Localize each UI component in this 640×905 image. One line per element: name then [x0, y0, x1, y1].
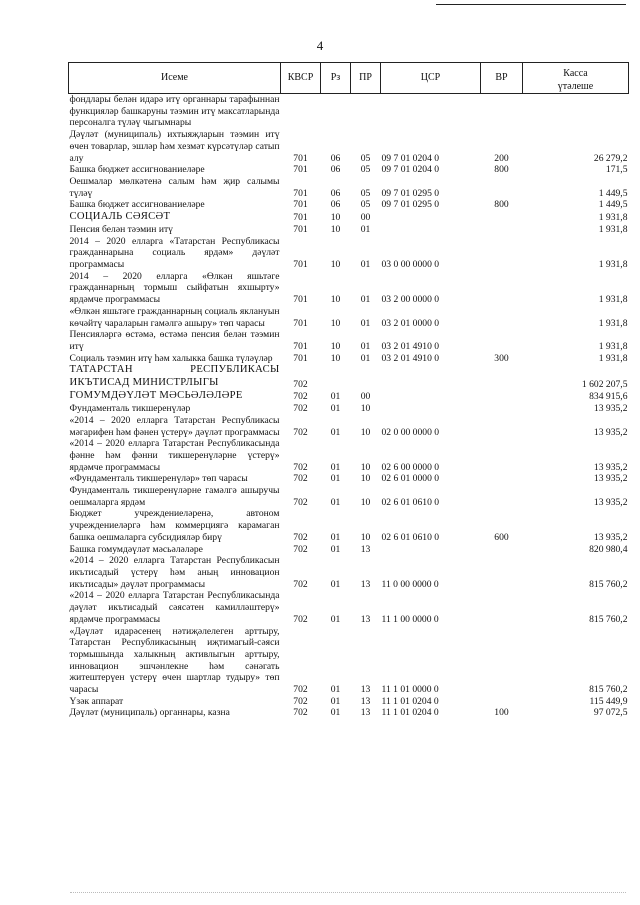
row-vr [481, 364, 523, 390]
row-kvsr: 702 [293, 426, 308, 438]
row-vr [481, 415, 523, 438]
row-name: фондлары белән идарә итү органнары тарафыннан функцияләр башкаруны тәэмин итү максатларында персоналга түләү чыгымнары [69, 94, 280, 129]
row-name: «2014 – 2020 елларга Татарстан Республикасын икътисадый үстерү һәм аның инновацион икътисады» дәүләт программасы [69, 555, 280, 590]
row-rz: 01 [330, 391, 341, 403]
row-rz [321, 94, 351, 130]
row-vr: 800 [494, 199, 509, 211]
row-sum: 13 935,2 [593, 531, 628, 543]
row-kvsr: 701 [293, 187, 308, 199]
table-row [69, 329, 629, 352]
row-vr [481, 544, 523, 556]
table-row [69, 364, 629, 390]
table-row [69, 224, 629, 236]
row-rz [321, 364, 351, 390]
row-csr: 03 2 01 4910 0 [381, 340, 440, 352]
row-csr: 09 7 01 0295 0 [381, 187, 440, 199]
row-pr: 13 [360, 578, 371, 590]
row-rz: 01 [330, 461, 341, 473]
row-sum: 820 980,4 [589, 543, 628, 555]
row-sum: 13 935,2 [593, 461, 628, 473]
row-rz: 06 [330, 187, 341, 199]
row-name: «Дәүләт идарәсенең нәтиҗәлелеген арттыру, Татарстан Республикасының иҗтимагый-сәяси тормышында халыкның активлыгын арттыру, инновацион эшчәнлекне һәм сәнәгать житештерүен үстерү өчен шартлар тудыру» төп чарасы [69, 625, 280, 696]
row-name: Башка бюджет ассигнованиеләре [69, 164, 205, 176]
table-row [69, 415, 629, 438]
row-sum: 1 931,8 [598, 352, 628, 364]
row-name: «2014 – 2020 елларга Татарстан Республикасында дәүләт икътисадый сәясәтен камилләштерү» ярдәмче программасы [69, 590, 280, 625]
row-sum: 13 935,2 [593, 473, 628, 485]
bottom-rule [70, 892, 626, 893]
row-rz: 01 [330, 695, 341, 707]
table-row [69, 544, 629, 556]
row-name: Социаль тәэмин итү һәм халыкка башка түләүләр [69, 352, 273, 364]
row-rz: 01 [330, 613, 341, 625]
row-kvsr: 701 [293, 152, 308, 164]
row-rz: 10 [330, 223, 341, 235]
row-rz: 06 [330, 152, 341, 164]
row-vr: 100 [494, 707, 509, 719]
row-csr: 09 7 01 0204 0 [381, 152, 440, 164]
row-csr: 03 0 00 0000 0 [381, 259, 440, 271]
header-vr: ВР [481, 63, 523, 94]
row-sum [523, 94, 629, 130]
row-sum: 171,5 [605, 164, 628, 176]
row-vr [481, 329, 523, 352]
row-pr: 10 [360, 531, 371, 543]
row-sum: 13 935,2 [593, 496, 628, 508]
row-kvsr [281, 94, 321, 130]
row-kvsr: 702 [293, 461, 308, 473]
header-kassa-line2: үтәлеше [557, 81, 594, 92]
table-row [69, 626, 629, 696]
row-csr: 11 1 01 0000 0 [381, 684, 439, 696]
row-rz: 06 [330, 199, 341, 211]
header-kassa-line1: Касса [563, 68, 588, 79]
row-name: Пенсия белән тәэмин итү [69, 223, 173, 235]
row-csr: 02 6 01 0610 0 [381, 531, 440, 543]
table-row [69, 508, 629, 543]
row-csr [381, 403, 481, 415]
row-name: Башка гомумдәүләт мәсьәләләре [69, 543, 203, 555]
row-rz: 10 [330, 212, 341, 224]
header-pr: ПР [351, 63, 381, 94]
row-rz: 10 [330, 294, 341, 306]
table-row [69, 485, 629, 508]
row-vr [481, 236, 523, 271]
row-name: «Өлкән яшьтәге гражданнарның социаль яклануын көчәйтү чараларын гамәлгә ашыру» төп чарасы [69, 305, 280, 329]
row-kvsr: 702 [293, 403, 308, 415]
header-kassa [523, 63, 629, 94]
table-row [69, 696, 629, 708]
row-pr: 01 [360, 352, 371, 364]
row-vr [481, 94, 523, 130]
row-kvsr: 702 [293, 543, 308, 555]
row-csr: 02 0 00 0000 0 [381, 426, 440, 438]
row-pr: 13 [360, 707, 371, 719]
table-row [69, 271, 629, 306]
header-name: Исеме [69, 63, 281, 94]
row-pr: 05 [360, 187, 371, 199]
row-sum: 815 760,2 [589, 578, 628, 590]
row-kvsr: 701 [293, 223, 308, 235]
row-rz: 01 [330, 496, 341, 508]
table-row [69, 707, 629, 719]
row-kvsr: 701 [293, 199, 308, 211]
row-vr [481, 211, 523, 224]
header-rz: Рз [321, 63, 351, 94]
row-name: 2014 – 2020 елларга «Татарстан Республикасы гражданнарына социаль ярдәм» дәүләт программасы [69, 235, 280, 271]
row-rz: 01 [330, 473, 341, 485]
row-pr: 10 [360, 496, 371, 508]
row-name: «Фундаменталь тикшеренүләр» төп чарасы [69, 473, 248, 485]
row-sum: 1 449,5 [598, 187, 628, 199]
row-csr: 03 2 01 4910 0 [381, 352, 440, 364]
row-kvsr: 701 [293, 352, 308, 364]
row-kvsr: 701 [293, 317, 308, 329]
row-pr: 10 [360, 403, 371, 415]
row-sum: 815 760,2 [589, 684, 628, 696]
row-vr [481, 473, 523, 485]
row-sum: 1 931,8 [598, 340, 628, 352]
table-row [69, 176, 629, 199]
row-rz: 10 [330, 259, 341, 271]
row-pr: 05 [360, 164, 371, 176]
row-pr: 00 [360, 391, 371, 403]
row-sum: 1 449,5 [598, 199, 628, 211]
row-name: Дәүләт (муниципаль) ихтыяҗларын тәэмин итү өчен товарлар, эшләр һәм хезмәт күрсәтүләр сатып алу [69, 129, 280, 164]
row-sum: 1 931,8 [598, 223, 628, 235]
row-sum: 1 931,8 [598, 259, 628, 271]
row-csr: 11 0 00 0000 0 [381, 578, 439, 590]
row-pr: 01 [360, 340, 371, 352]
row-name: Дәүләт (муниципаль) органнары, казна [69, 707, 230, 719]
row-sum: 834 915,6 [589, 391, 628, 403]
row-sum: 13 935,2 [593, 426, 628, 438]
row-csr [381, 94, 481, 130]
row-pr: 13 [360, 613, 371, 625]
row-name: 2014 – 2020 елларга «Өлкән яшьтәге гражданнарның тормыш сыйфатын яхшырту» ярдәмче программасы [69, 270, 280, 306]
table-row [69, 555, 629, 590]
row-name: Үзәк аппарат [69, 695, 124, 707]
row-vr [481, 271, 523, 306]
row-rz: 01 [330, 707, 341, 719]
row-kvsr: 701 [293, 212, 308, 224]
row-csr: 02 6 00 0000 0 [381, 461, 440, 473]
row-rz: 01 [330, 403, 341, 415]
row-vr [481, 438, 523, 473]
row-kvsr: 702 [293, 378, 308, 390]
row-sum: 1 602 207,5 [581, 378, 628, 390]
row-pr: 10 [360, 426, 371, 438]
row-name: «2014 – 2020 елларга Татарстан Республикасында фәнне һәм фәнни тикшеренүләрне үстерү» ярдәмче программасы [69, 438, 280, 473]
row-rz: 01 [330, 684, 341, 696]
row-kvsr: 702 [293, 613, 308, 625]
row-pr: 01 [360, 317, 371, 329]
row-vr [481, 403, 523, 415]
row-sum: 1 931,8 [598, 317, 628, 329]
row-sum: 815 760,2 [589, 613, 628, 625]
row-pr: 01 [360, 223, 371, 235]
row-vr [481, 390, 523, 403]
row-kvsr: 702 [293, 578, 308, 590]
table-row [69, 94, 629, 130]
row-vr: 300 [494, 352, 509, 364]
table-row [69, 306, 629, 329]
row-vr [481, 176, 523, 199]
table-row [69, 164, 629, 176]
row-csr: 11 1 00 0000 0 [381, 613, 439, 625]
row-kvsr: 701 [293, 294, 308, 306]
row-csr: 02 6 01 0610 0 [381, 496, 440, 508]
row-csr [381, 544, 481, 556]
row-vr [481, 555, 523, 590]
row-pr: 10 [360, 461, 371, 473]
table-row [69, 390, 629, 403]
row-vr [481, 626, 523, 696]
table-row [69, 590, 629, 625]
row-vr [481, 306, 523, 329]
row-pr [351, 364, 381, 390]
row-vr: 800 [494, 164, 509, 176]
row-vr [481, 696, 523, 708]
row-name: Бюджет учреждениеләренә, автоном учреждениеләргә һәм коммерциягә карамаган башка оешмаларга субсидияләр бирү [69, 508, 280, 543]
row-vr [481, 224, 523, 236]
row-pr: 01 [360, 259, 371, 271]
row-sum: 13 935,2 [593, 403, 628, 415]
row-kvsr: 702 [293, 473, 308, 485]
row-csr: 03 2 01 0000 0 [381, 317, 440, 329]
row-csr [381, 211, 481, 224]
row-csr [381, 364, 481, 390]
row-kvsr: 701 [293, 340, 308, 352]
row-pr: 10 [360, 473, 371, 485]
table-row [69, 236, 629, 271]
row-pr: 05 [360, 199, 371, 211]
row-pr: 05 [360, 152, 371, 164]
row-pr: 13 [360, 695, 371, 707]
row-kvsr: 701 [293, 259, 308, 271]
row-sum: 1 931,8 [598, 212, 628, 224]
row-csr [381, 390, 481, 403]
row-name: ГОМУМДӘҮЛӘТ МӘСЬӘЛӘЛӘРЕ [69, 390, 243, 402]
row-csr: 09 7 01 0204 0 [381, 164, 440, 176]
row-sum: 97 072,5 [593, 707, 628, 719]
row-name: «2014 – 2020 елларга Татарстан Республикасы мәгарифен һәм фәнен үстерү» дәүләт программасы [69, 414, 280, 438]
row-vr [481, 590, 523, 625]
row-name: Фундаменталь тикшеренүләрне гамәлгә ашыручы оешмаларга ярдәм [69, 485, 280, 508]
row-sum: 26 279,2 [593, 152, 628, 164]
row-vr [481, 485, 523, 508]
row-rz: 01 [330, 543, 341, 555]
table-row [69, 211, 629, 224]
row-kvsr: 702 [293, 695, 308, 707]
row-csr: 09 7 01 0295 0 [381, 199, 440, 211]
row-kvsr: 702 [293, 707, 308, 719]
table-row [69, 438, 629, 473]
table-row [69, 473, 629, 485]
row-rz: 01 [330, 578, 341, 590]
header-csr: ЦСР [381, 63, 481, 94]
budget-table [68, 62, 629, 719]
row-rz: 10 [330, 317, 341, 329]
page-number: 4 [316, 38, 324, 53]
row-pr: 00 [360, 212, 371, 224]
table-header-row [69, 63, 629, 94]
row-csr [381, 224, 481, 236]
row-pr: 01 [360, 294, 371, 306]
row-kvsr: 702 [293, 684, 308, 696]
row-kvsr: 702 [293, 531, 308, 543]
row-sum: 1 931,8 [598, 294, 628, 306]
row-kvsr: 701 [293, 164, 308, 176]
row-csr: 11 1 01 0204 0 [381, 707, 439, 719]
row-rz: 01 [330, 426, 341, 438]
table-row [69, 129, 629, 164]
row-name: Оешмалар мөлкәтенә салым һәм җир салымы түләү [69, 175, 280, 199]
row-pr: 13 [360, 684, 371, 696]
row-rz: 01 [330, 531, 341, 543]
row-vr: 600 [494, 531, 509, 543]
row-sum: 115 449,9 [589, 695, 628, 707]
row-kvsr: 702 [293, 496, 308, 508]
row-name: Фундаменталь тикшеренүләр [69, 403, 191, 415]
header-kvsr: КВСР [281, 63, 321, 94]
row-name: ТАТАРСТАН РЕСПУБЛИКАСЫ ИКЪТИСАД МИНИСТРЛЫГЫ [69, 364, 280, 389]
table-row [69, 353, 629, 365]
top-rule [436, 4, 626, 5]
table-row [69, 199, 629, 211]
row-rz: 06 [330, 164, 341, 176]
row-kvsr: 702 [293, 391, 308, 403]
row-csr: 02 6 01 0000 0 [381, 473, 440, 485]
row-rz: 10 [330, 340, 341, 352]
row-vr: 200 [494, 152, 509, 164]
row-pr [351, 94, 381, 130]
row-name: Пенсияләргә өстәмә, өстәмә пенсия белән тәэмин итү [69, 329, 280, 352]
table-row [69, 403, 629, 415]
row-csr: 03 2 00 0000 0 [381, 294, 440, 306]
row-name: Башка бюджет ассигнованиеләре [69, 199, 205, 211]
row-rz: 10 [330, 352, 341, 364]
row-csr: 11 1 01 0204 0 [381, 695, 439, 707]
row-pr: 13 [360, 543, 371, 555]
row-name: СОЦИАЛЬ СӘЯСӘТ [69, 211, 171, 223]
